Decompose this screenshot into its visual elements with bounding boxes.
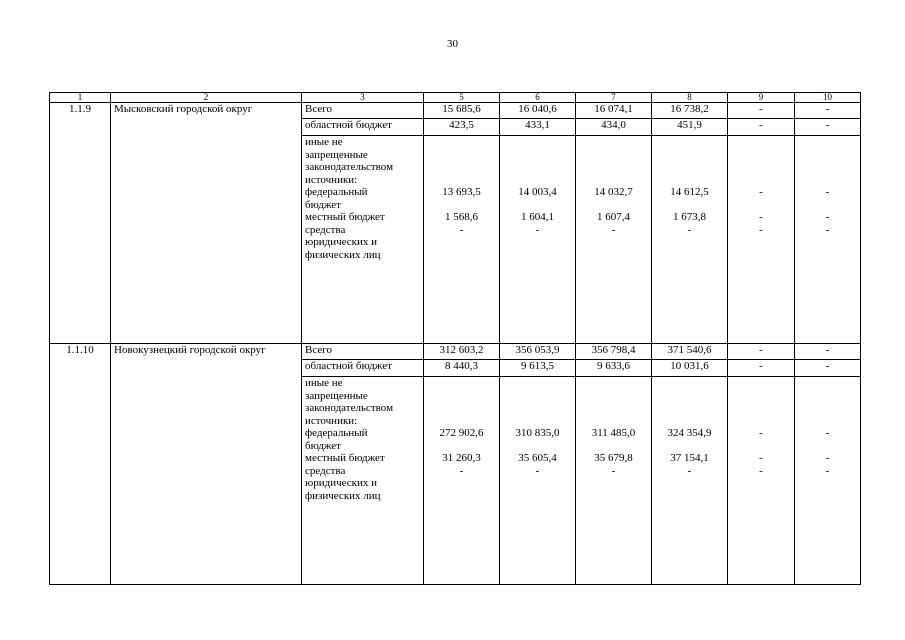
value-cell-group	[728, 377, 795, 585]
spacer	[655, 136, 724, 149]
spacer	[579, 161, 648, 174]
value-cell: 310 835,0	[515, 427, 560, 439]
value-cell: -	[825, 452, 830, 464]
value-cell: 9 613,5	[500, 360, 576, 377]
value-cell: 13 693,5	[442, 186, 481, 198]
value-cell-group	[652, 136, 728, 344]
other-sources-header-line: запрещенные	[305, 148, 368, 161]
spacer	[798, 161, 857, 174]
spacer	[655, 199, 724, 212]
value-cell: -	[459, 223, 464, 236]
program-code: 1.1.9	[50, 103, 111, 344]
value-cell-group	[652, 377, 728, 585]
spacer	[731, 161, 791, 174]
spacer	[427, 402, 496, 415]
column-number: 6	[500, 93, 576, 103]
value-cell: -	[825, 464, 830, 477]
spacer	[427, 174, 496, 187]
spacer	[655, 390, 724, 403]
value-cell: -	[759, 186, 763, 198]
spacer	[655, 249, 724, 262]
spacer	[731, 149, 791, 162]
spacer	[427, 440, 496, 453]
spacer	[731, 440, 791, 453]
spacer	[798, 390, 857, 403]
spacer	[579, 477, 648, 490]
value-cell: -	[759, 427, 763, 439]
spacer	[798, 136, 857, 149]
spacer	[655, 377, 724, 390]
spacer	[427, 477, 496, 490]
value-cell: -	[825, 427, 830, 439]
value-cell-group	[728, 136, 795, 344]
sub-source-label: средства	[305, 223, 346, 236]
value-cell: 8 440,3	[424, 360, 500, 377]
spacer	[427, 161, 496, 174]
spacer	[655, 149, 724, 162]
value-cell: 356 798,4	[576, 344, 652, 360]
table-row	[50, 344, 861, 360]
value-cell: 15 685,6	[424, 103, 500, 119]
spacer	[503, 174, 572, 187]
sub-source-label: местный бюджет	[305, 211, 385, 223]
other-sources-cell	[302, 136, 424, 344]
sub-source-label: бюджет	[305, 439, 341, 452]
spacer	[798, 377, 857, 390]
spacer	[655, 415, 724, 428]
spacer	[503, 149, 572, 162]
spacer	[503, 440, 572, 453]
spacer	[798, 490, 857, 503]
value-cell: -	[728, 103, 795, 119]
value-cell: -	[728, 360, 795, 377]
other-sources-header-line: законодательством	[305, 402, 394, 414]
other-sources-header-line: источники:	[305, 173, 358, 186]
spacer	[655, 490, 724, 503]
value-cell: 1 673,8	[673, 211, 706, 223]
spacer	[731, 249, 791, 262]
spacer	[655, 161, 724, 174]
spacer	[427, 249, 496, 262]
spacer	[655, 236, 724, 249]
value-cell: -	[825, 223, 830, 236]
value-cell: -	[795, 103, 861, 119]
spacer	[503, 199, 572, 212]
value-cell: 31 260,3	[442, 452, 481, 464]
spacer	[579, 490, 648, 503]
value-cell: 434,0	[576, 119, 652, 136]
spacer	[798, 440, 857, 453]
budget-table	[49, 92, 861, 585]
value-cell-group	[576, 136, 652, 344]
spacer	[579, 249, 648, 262]
sub-source-label: юридических и	[305, 236, 378, 248]
column-number: 9	[728, 93, 795, 103]
spacer	[579, 199, 648, 212]
column-number: 2	[111, 93, 302, 103]
municipality-name: Новокузнецкий городской округ	[111, 344, 302, 585]
value-cell: -	[759, 223, 763, 236]
spacer	[503, 415, 572, 428]
spacer	[503, 236, 572, 249]
value-cell: 14 032,7	[594, 186, 633, 198]
value-cell: -	[825, 211, 830, 223]
spacer	[731, 415, 791, 428]
spacer	[731, 490, 791, 503]
spacer	[503, 490, 572, 503]
spacer	[427, 236, 496, 249]
sub-source-label: местный бюджет	[305, 452, 385, 464]
value-cell: -	[825, 186, 830, 198]
value-cell: 433,1	[500, 119, 576, 136]
value-cell: 16 040,6	[500, 103, 576, 119]
other-sources-header-line: источники:	[305, 414, 358, 427]
column-number-header-row	[50, 93, 861, 103]
spacer	[579, 415, 648, 428]
value-cell: -	[728, 344, 795, 360]
sub-source-label: федеральный	[305, 427, 368, 439]
spacer	[798, 236, 857, 249]
value-cell: -	[795, 360, 861, 377]
spacer	[503, 377, 572, 390]
spacer	[427, 199, 496, 212]
value-cell-group	[424, 136, 500, 344]
spacer	[503, 402, 572, 415]
value-cell: 14 612,5	[670, 186, 709, 198]
value-cell: -	[759, 464, 763, 477]
program-code: 1.1.10	[50, 344, 111, 585]
funding-source: областной бюджет	[302, 119, 424, 136]
value-cell: 312 603,2	[424, 344, 500, 360]
value-cell-group	[795, 136, 861, 344]
other-sources-header-line: законодательством	[305, 161, 394, 173]
table-row	[50, 103, 861, 119]
spacer	[798, 415, 857, 428]
value-cell-group	[500, 136, 576, 344]
municipality-name: Мысковский городской округ	[111, 103, 302, 344]
spacer	[798, 402, 857, 415]
value-cell-group	[795, 377, 861, 585]
spacer	[731, 402, 791, 415]
spacer	[503, 136, 572, 149]
value-cell: 272 902,6	[439, 427, 484, 439]
spacer	[427, 490, 496, 503]
value-cell: 1 568,6	[445, 211, 478, 223]
value-cell: -	[795, 119, 861, 136]
value-cell: 371 540,6	[652, 344, 728, 360]
value-cell-group	[576, 377, 652, 585]
column-number: 5	[424, 93, 500, 103]
spacer	[731, 377, 791, 390]
spacer	[503, 161, 572, 174]
spacer	[427, 136, 496, 149]
value-cell: -	[611, 464, 616, 477]
funding-source: областной бюджет	[302, 360, 424, 377]
other-sources-header-line: иные не	[305, 136, 343, 148]
value-cell: 9 633,6	[576, 360, 652, 377]
spacer	[798, 149, 857, 162]
value-cell: 16 738,2	[652, 103, 728, 119]
spacer	[579, 236, 648, 249]
value-cell: -	[687, 464, 692, 477]
spacer	[798, 199, 857, 212]
value-cell: -	[728, 119, 795, 136]
value-cell: 356 053,9	[500, 344, 576, 360]
spacer	[798, 477, 857, 490]
sub-source-label: федеральный	[305, 186, 368, 198]
spacer	[579, 377, 648, 390]
value-cell: 35 605,4	[518, 452, 557, 464]
sub-source-label: средства	[305, 464, 346, 477]
spacer	[503, 249, 572, 262]
value-cell: 16 074,1	[576, 103, 652, 119]
spacer	[655, 440, 724, 453]
value-cell: -	[535, 464, 540, 477]
spacer	[503, 477, 572, 490]
spacer	[731, 236, 791, 249]
spacer	[427, 390, 496, 403]
spacer	[655, 402, 724, 415]
spacer	[731, 136, 791, 149]
value-cell: 14 003,4	[518, 186, 557, 198]
spacer	[655, 174, 724, 187]
spacer	[579, 390, 648, 403]
value-cell: -	[535, 223, 540, 236]
spacer	[427, 415, 496, 428]
value-cell: 324 354,9	[667, 427, 712, 439]
value-cell: 35 679,8	[594, 452, 633, 464]
spacer	[798, 249, 857, 262]
sub-source-label: физических лиц	[305, 248, 381, 261]
spacer	[731, 199, 791, 212]
column-number: 10	[795, 93, 861, 103]
value-cell: -	[759, 452, 763, 464]
sub-source-label: физических лиц	[305, 489, 381, 502]
value-cell-group	[500, 377, 576, 585]
column-number: 1	[50, 93, 111, 103]
funding-source: Всего	[302, 344, 424, 360]
value-cell: -	[459, 464, 464, 477]
other-sources-header-line: запрещенные	[305, 389, 368, 402]
value-cell: 1 607,4	[597, 211, 630, 223]
spacer	[579, 136, 648, 149]
spacer	[731, 477, 791, 490]
value-cell: 423,5	[424, 119, 500, 136]
value-cell: -	[611, 223, 616, 236]
sub-source-label: бюджет	[305, 198, 341, 211]
value-cell: 1 604,1	[521, 211, 554, 223]
value-cell: 311 485,0	[591, 427, 636, 439]
sub-source-label: юридических и	[305, 477, 378, 489]
spacer	[655, 477, 724, 490]
spacer	[798, 174, 857, 187]
spacer	[579, 149, 648, 162]
value-cell: -	[687, 223, 692, 236]
value-cell: -	[759, 211, 763, 223]
spacer	[503, 390, 572, 403]
other-sources-header-line: иные не	[305, 377, 343, 389]
column-number: 8	[652, 93, 728, 103]
value-cell: 10 031,6	[652, 360, 728, 377]
value-cell-group	[424, 377, 500, 585]
funding-source: Всего	[302, 103, 424, 119]
value-cell: -	[795, 344, 861, 360]
spacer	[579, 174, 648, 187]
spacer	[731, 174, 791, 187]
column-number: 7	[576, 93, 652, 103]
value-cell: 37 154,1	[670, 452, 709, 464]
column-number: 3	[302, 93, 424, 103]
other-sources-cell	[302, 377, 424, 585]
spacer	[427, 377, 496, 390]
spacer	[731, 390, 791, 403]
spacer	[579, 402, 648, 415]
spacer	[427, 149, 496, 162]
page-number: 30	[447, 38, 458, 50]
value-cell: 451,9	[652, 119, 728, 136]
spacer	[579, 440, 648, 453]
